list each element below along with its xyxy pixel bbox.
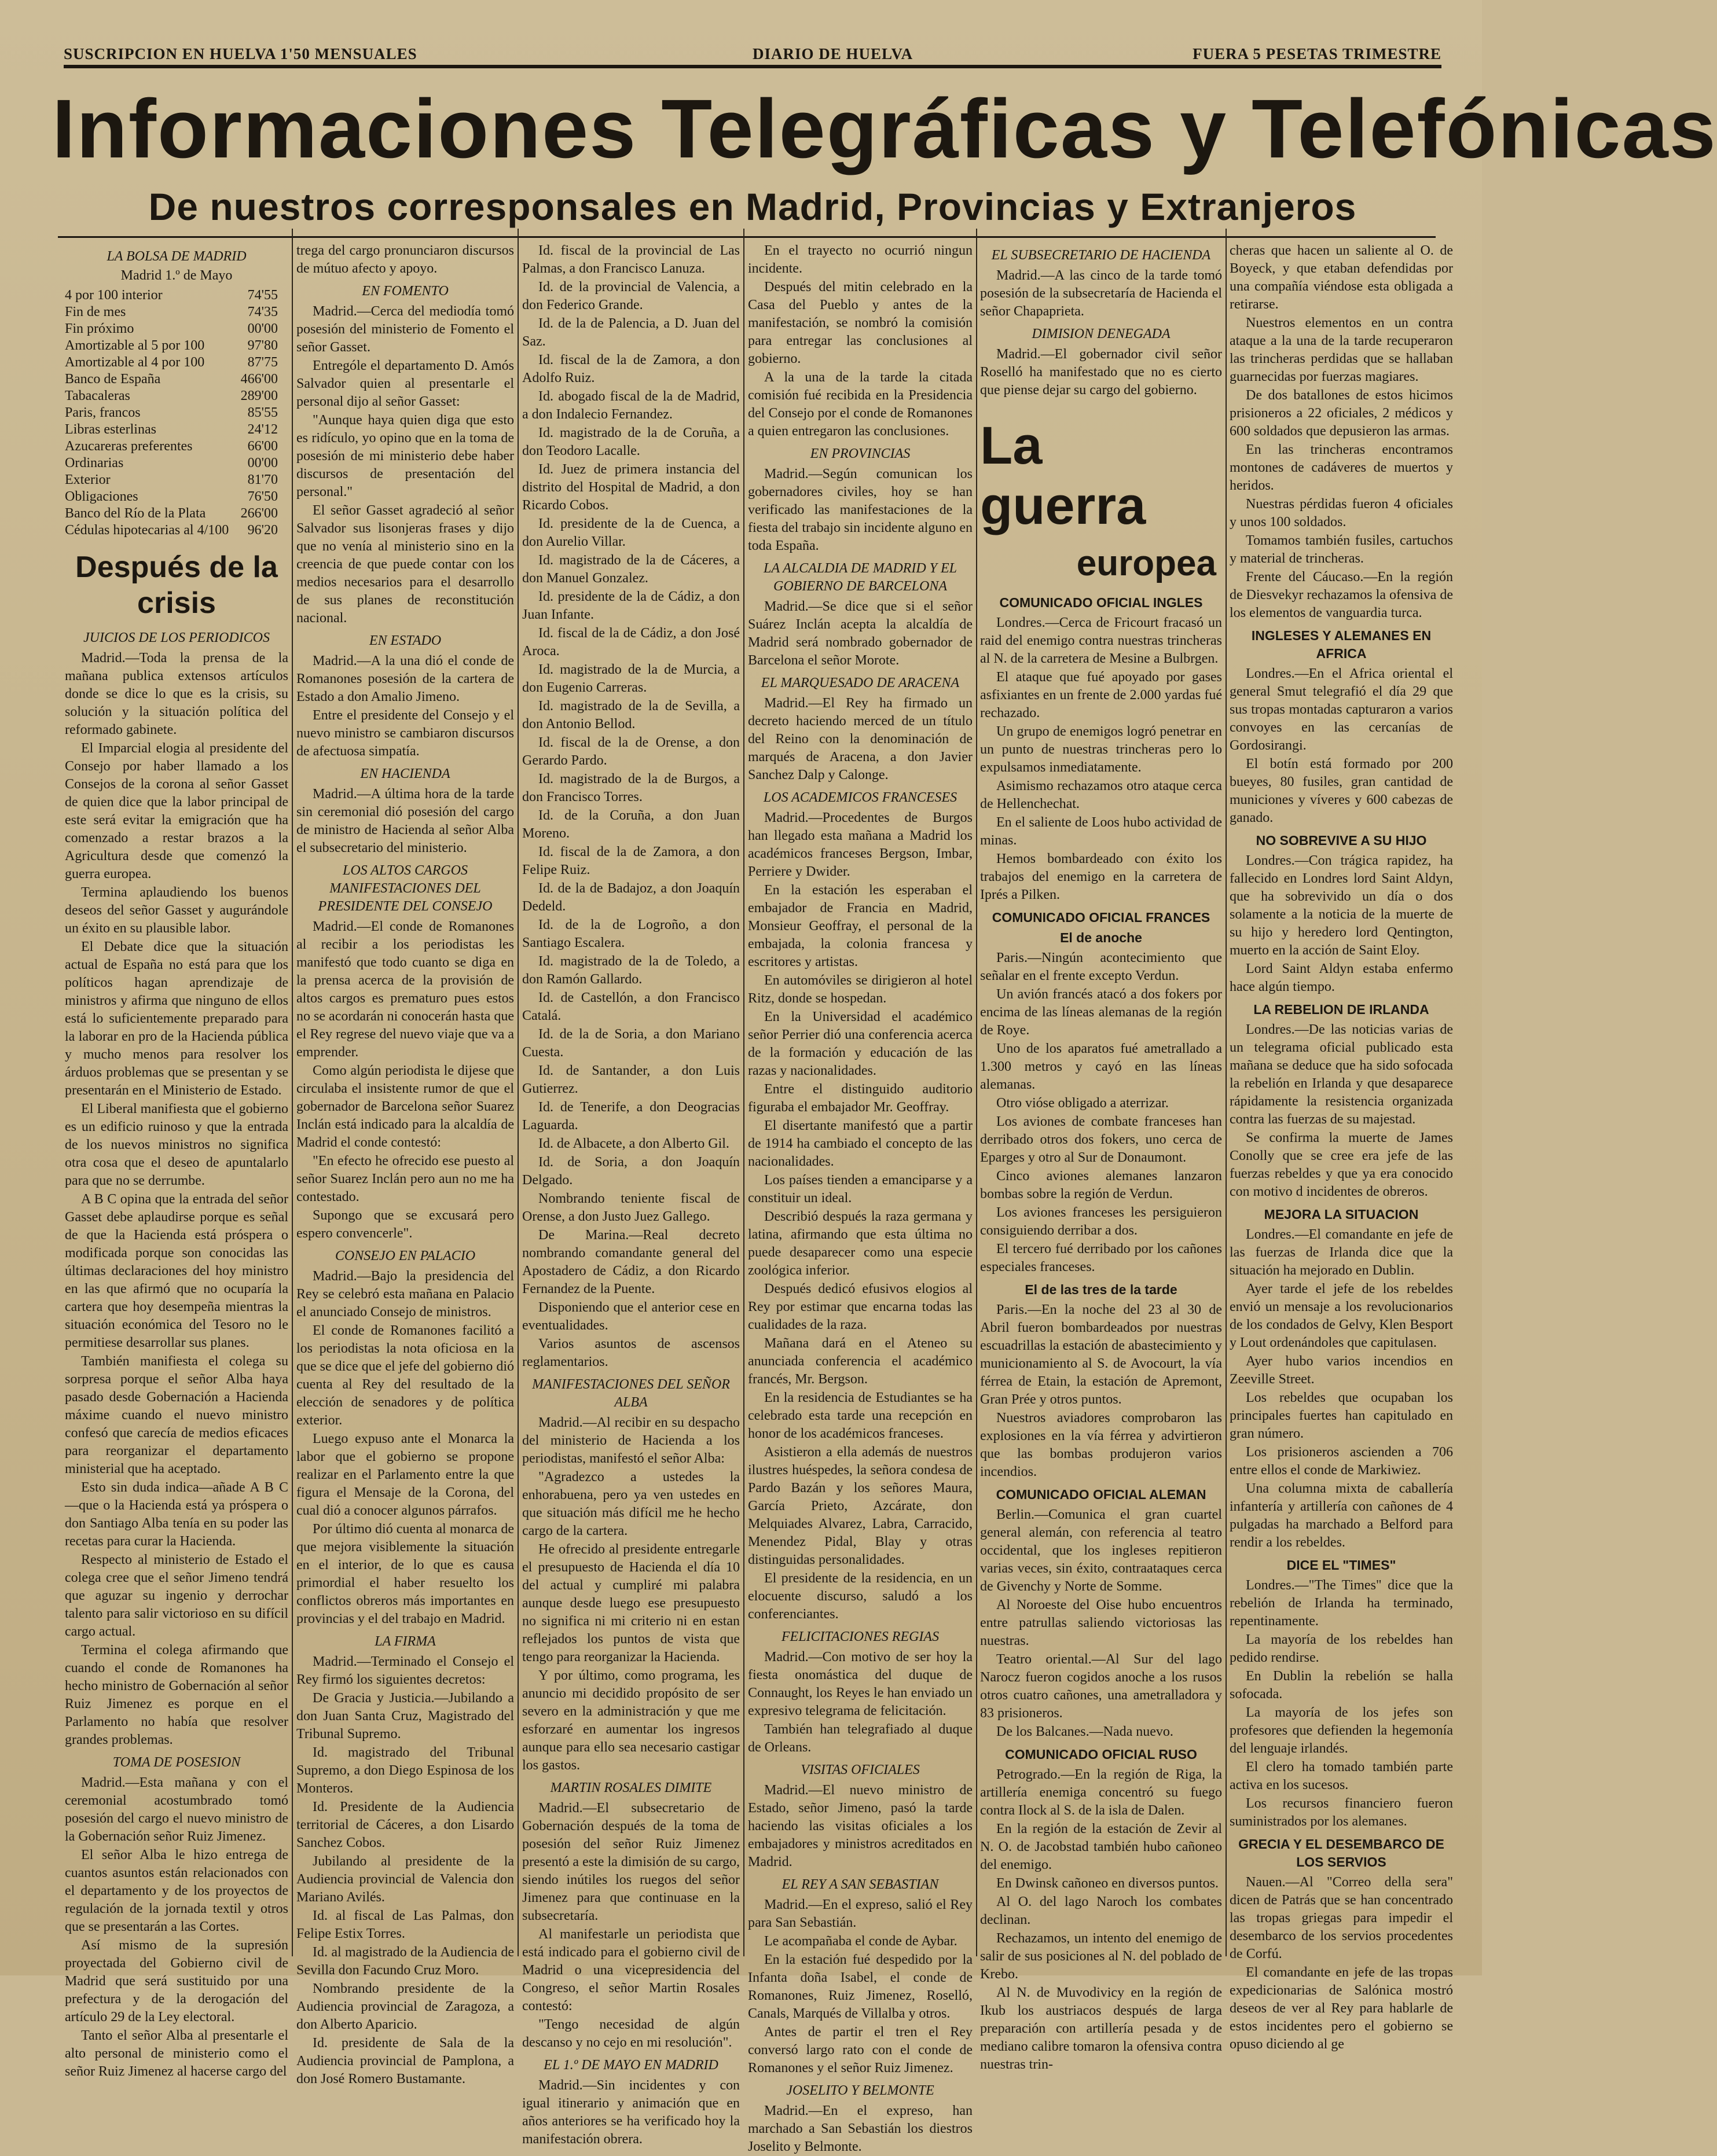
bolsa-name: Amortizable al 4 por 100 <box>65 355 205 370</box>
paragraph: Id. Juez de primera instancia del distrito del Hospital de Madrid, a don Ricardo Cobos. <box>522 462 740 513</box>
newspaper-name: DIARIO DE HUELVA <box>753 45 913 63</box>
section-heading: EL REY A SAN SEBASTIAN <box>782 1877 939 1892</box>
paragraph: Madrid.—Cerca del mediodía tomó posesión del ministerio de Fomento el señor Gasset. <box>296 304 514 355</box>
section-heading: LA ALCALDIA DE MADRID Y EL GOBIERNO DE BARCELONA <box>763 561 957 594</box>
paragraph: En la Universidad el académico señor Perrier dió una conferencia acerca de la formación y educación de las razas y nacionalidades. <box>748 1009 973 1078</box>
paragraph: Entre el presidente del Consejo y el nuevo ministro se cambiaron discursos de afectuosa simpatía. <box>296 708 514 759</box>
bold-heading: COMUNICADO OFICIAL FRANCES <box>992 910 1210 925</box>
bolsa-name: Amortizable al 5 por 100 <box>65 338 205 353</box>
paragraph: Nombrando presidente de la Audiencia provincial de Zaragoza, a don Alberto Aparicio. <box>296 1981 514 2032</box>
paragraph: Ayer tarde el jefe de los rebeldes envió un mensaje a los revolucionarios de los condados de Gelvy, Klen Besport y Lout ordenándoles que capitulasen. <box>1230 1281 1453 1350</box>
column-rule <box>292 229 293 1956</box>
paragraph: Y por último, como programa, les anuncio mi decidido propósito de ser severo en la administración y que me esforzaré en aumentar los ingresos aunque para ello sea necesario castigar los gastos. <box>522 1668 740 1773</box>
paragraph: Madrid.—El gobernador civil señor Roselló ha manifestado que no es cierto que piense dejar su cargo del gobierno. <box>980 347 1222 398</box>
paragraph: Madrid.—A última hora de la tarde sin ceremonial dió posesión del cargo de ministro de Hacienda al señor Alba el subsecretario del ministerio. <box>296 787 514 855</box>
paragraph: Un grupo de enemigos logró penetrar en un punto de nuestras trincheras pero lo expulsamos inmediatamente. <box>980 724 1222 775</box>
paragraph: Varios asuntos de ascensos reglamentarios. <box>522 1336 740 1369</box>
paragraph: Esto sin duda indica—añade A B C—que o la Hacienda está ya próspera o don Santiago Alba tenía en su poder las recetas para curar la Hacienda. <box>65 1480 288 1549</box>
section-heading: LOS ALTOS CARGOS MANIFESTACIONES DEL PRESIDENTE DEL CONSEJO <box>318 863 493 914</box>
bolsa-row <box>65 472 288 489</box>
paragraph: Londres.—Con trágica rapidez, ha fallecido en Londres lord Saint Aldyn, que ha sobrevivido un día o dos solamente a la noticia de la muerte de su hijo y heredero lord Qentington, muerto en la acción de Saint Eloy. <box>1230 853 1453 958</box>
column-1 <box>65 242 288 2079</box>
bolsa-row <box>65 321 288 337</box>
bolsa-row <box>65 421 288 438</box>
bolsa-value: 76'50 <box>247 489 278 504</box>
bold-heading: NO SOBREVIVE A SU HIJO <box>1256 833 1427 848</box>
paragraph: Le acompañaba el conde de Aybar. <box>764 1934 957 1949</box>
bolsa-name: 4 por 100 interior <box>65 288 163 303</box>
paragraph: Paris.—En la noche del 23 al 30 de Abril fueron bombardeados por nuestras escuadrillas la estación de abastecimiento y municionamiento al S. de Avocourt, la vía férrea de Etain, la estación de Apremont, Gran Prée y otros puntos. <box>980 1302 1222 1407</box>
paragraph: Madrid.—Esta mañana y con el ceremonial acostumbrado tomó posesión del cargo el nuevo ministro de la Gobernación señor Ruiz Jimenez. <box>65 1775 288 1844</box>
paragraph: Entrególe el departamento D. Amós Salvador quien al presentarle el personal dijo al señor Gasset: <box>296 358 514 409</box>
paragraph: Id. presidente de la de Cuenca, a don Aurelio Villar. <box>522 516 740 549</box>
paragraph: A la una de la tarde la citada comisión fué recibida en la Presidencia del Consejo por el conde de Romanones a quien entregaron las conclusiones. <box>748 370 973 439</box>
paragraph: Supongo que se excusará pero espero convencerle". <box>296 1208 514 1241</box>
paragraph: Un avión francés atacó a dos fokers por encima de las líneas alemanas de la región de Roye. <box>980 987 1222 1038</box>
bold-subheading: El de anoche <box>1060 930 1142 945</box>
paragraph: Luego expuso ante el Monarca la labor que el gobierno se propone realizar en el Parlamento entre la que figura el Mensaje de la Corona, del cual dió a conocer algunos párrafos. <box>296 1431 514 1518</box>
bolsa-row <box>65 489 288 505</box>
section-heading: JOSELITO Y BELMONTE <box>786 2083 934 2098</box>
war-headline-sub: europea <box>1076 543 1216 583</box>
column-rule <box>743 229 744 1956</box>
bolsa-name: Libras esterlinas <box>65 422 156 437</box>
paragraph: Madrid.—En el expreso, salió el Rey para San Sebastián. <box>748 1897 973 1930</box>
column-rule <box>976 229 977 1956</box>
bold-heading: GRECIA Y EL DESEMBARCO DE LOS SERVIOS <box>1238 1837 1444 1869</box>
paragraph: Termina el colega afirmando que cuando el conde de Romanones ha hecho ministro de Gobernación al señor Ruiz Jimenez es porque en el Parlamento no había que resolver grandes problemas. <box>65 1643 288 1747</box>
paragraph: Cinco aviones alemanes lanzaron bombas sobre la región de Verdun. <box>980 1169 1222 1202</box>
bold-heading: INGLESES Y ALEMANES EN AFRICA <box>1251 628 1432 661</box>
paragraph: De dos batallones de estos hicimos prisioneros a 22 oficiales, 2 médicos y 600 soldados que depusieron las armas. <box>1230 388 1453 439</box>
paragraph: Id. de la de Soria, a don Mariano Cuesta. <box>522 1027 740 1060</box>
bold-heading: COMUNICADO OFICIAL INGLES <box>999 595 1203 610</box>
paragraph: Id. de la provincial de Valencia, a don Federico Grande. <box>522 280 740 313</box>
paragraph: Id. magistrado de la de Coruña, a don Teodoro Lacalle. <box>522 425 740 458</box>
bolsa-value: 00'00 <box>247 456 278 471</box>
paragraph: Como algún periodista le dijese que circulaba el insistente rumor de que el gobernador de Barcelona señor Suarez Inclán está indicado para la alcaldía de Madrid el conde contestó: <box>296 1063 514 1150</box>
paragraph: Id. al magistrado de la Audiencia de Sevilla don Facundo Cruz Moro. <box>296 1945 514 1978</box>
paragraph: El Imparcial elogia al presidente del Consejo por haber llamado a los Consejos de la corona al señor Gasset de quien dice que la labor principal de este será evitar la emigración que ha comenzado a restar brazos a la Agricultura desde que comenzó la guerra europea. <box>65 741 288 882</box>
paragraph: En Dwinsk cañoneo en diversos puntos. <box>996 1876 1219 1891</box>
paragraph: Disponiendo que el anterior cese en eventualidades. <box>522 1300 740 1333</box>
paragraph: Id. magistrado del Tribunal Supremo, a don Diego Espinosa de los Monteros. <box>296 1745 514 1796</box>
paragraph: En la estación les esperaban el embajador de Francia en Madrid, Monsieur Geoffray, el personal de la embajada, la colonia francesa y escritores y artistas. <box>748 883 973 969</box>
paragraph: El ataque que fué apoyado por gases asfixiantes en un frente de 2.000 yardas fué rechazado. <box>980 670 1222 721</box>
column-rule <box>518 229 519 1956</box>
paragraph: La mayoría de los rebeldes han pedido rendirse. <box>1230 1632 1453 1665</box>
subscription-outside: FUERA 5 PESETAS TRIMESTRE <box>1193 45 1441 63</box>
paragraph: Id. fiscal de la de Zamora, a don Adolfo Ruiz. <box>522 352 740 385</box>
bolsa-value: 74'35 <box>247 304 278 319</box>
paragraph: Mañana dará en el Ateneo su anunciada conferencia el académico francés, Mr. Bergson. <box>748 1336 973 1387</box>
paragraph: Id. fiscal de la provincial de Las Palmas, a don Francisco Lanuza. <box>522 243 740 276</box>
bolsa-row <box>65 337 288 354</box>
paragraph: Id. de Santander, a don Luis Gutierrez. <box>522 1063 740 1096</box>
paragraph: Nuestros aviadores comprobaron las explosiones en la vía férrea y advirtieron que las bombas produjeron varios incendios. <box>980 1411 1222 1479</box>
paragraph: En la estación fué despedido por la Infanta doña Isabel, el conde de Romanones, Ruiz Jimenez, Roselló, Canals, Marqués de Villalba y otros. <box>748 1952 973 2021</box>
paragraph: De Marina.—Real decreto nombrando comandante general del Apostadero de Cádiz, a don Ricardo Fernandez de la Puente. <box>522 1228 740 1296</box>
section-heading: EN HACIENDA <box>360 766 450 781</box>
paragraph: Al Noroeste del Oise hubo encuentros entre patrullas saliendo victoriosas las nuestras. <box>980 1597 1222 1648</box>
paragraph: El señor Gasset agradeció al señor Salvador sus lisonjeras frases y dijo que no venía al ministerio sino en la creencia de que puede contar con los medios necesarios para el desarrollo de sus planes de reconstitución nacional. <box>296 503 514 626</box>
paragraph: En la región de la estación de Zevir al N. O. de Jacobstad también hubo cañoneo del enemigo. <box>980 1821 1222 1872</box>
paragraph: "Aunque haya quien diga que esto es ridículo, yo opino que en la toma de posesión de mi ministerio debe haber discursos de presentación del personal." <box>296 413 514 499</box>
paragraph: Los aviones de combate franceses han derribado otros dos fokers, uno cerca de Eparges y otro al Sur de Donaumont. <box>980 1114 1222 1165</box>
bolsa-name: Exterior <box>65 472 111 487</box>
page-banner: Informaciones Telegráficas y Telefónicas <box>52 82 1717 175</box>
section-heading: EN ESTADO <box>369 633 442 648</box>
paragraph: Asimismo rechazamos otro ataque cerca de Hellenchechat. <box>980 778 1222 811</box>
paragraph: Hemos bombardeado con éxito los trabajos del enemigo en la carretera de Iprés a Pilken. <box>980 851 1222 902</box>
section-heading: FELICITACIONES REGIAS <box>781 1629 940 1644</box>
paragraph: trega del cargo pronunciaron discursos de mútuo afecto y apoyo. <box>296 243 514 276</box>
paragraph: Nombrando teniente fiscal de Orense, a don Justo Juez Gallego. <box>522 1191 740 1224</box>
section-heading: LA FIRMA <box>375 1634 436 1649</box>
paragraph: Madrid.—A la una dió el conde de Romanones posesión de la cartera de Estado a don Amalio Jimeno. <box>296 653 514 704</box>
bold-heading: DICE EL "TIMES" <box>1286 1558 1396 1573</box>
bold-heading: LA REBELION DE IRLANDA <box>1253 1002 1429 1017</box>
paragraph: En las trincheras encontramos montones de cadáveres de muertos y heridos. <box>1230 442 1453 493</box>
bolsa-row <box>65 522 288 539</box>
paragraph: Id. de la de Logroño, a don Santiago Escalera. <box>522 917 740 950</box>
paragraph: Madrid.—Terminado el Consejo el Rey firmó los siguientes decretos: <box>296 1654 514 1687</box>
paragraph: Petrogrado.—En la región de Riga, la artillería enemiga concentró su fuego contra Ilock al S. de la isla de Dalen. <box>980 1767 1222 1818</box>
paragraph: Londres.—De las noticias varias de un telegrama oficial publicado esta mañana se deduce que ha sido sofocada la rebelión en Irlanda y que desaparece rápidamente la resistencia organizada contra las fuerzas de su majestad. <box>1230 1022 1453 1127</box>
bolsa-row <box>65 354 288 371</box>
section-heading: EL SUBSECRETARIO DE HACIENDA <box>991 248 1211 263</box>
bolsa-row <box>65 388 288 405</box>
bolsa-name: Banco del Río de la Plata <box>65 506 206 521</box>
crisis-headline: Después de la crisis <box>75 550 278 620</box>
paragraph: También han telegrafiado al duque de Orleans. <box>748 1722 973 1755</box>
paragraph: Al N. de Muvodivicy en la región de Ikub los austriacos después de larga preparación con artillería pesada y de mediano calibre tomaron la ofensiva contra nuestras trin- <box>980 1985 1222 2072</box>
paragraph: Frente del Cáucaso.—En la región de Diesvekyr rechazamos la ofensiva de los elementos de vanguardia turca. <box>1230 570 1453 620</box>
paragraph: Id. de Tenerife, a don Deogracias Laguarda. <box>522 1100 740 1133</box>
section-heading: EL 1.º DE MAYO EN MADRID <box>544 2058 718 2073</box>
bolsa-name: Tabacaleras <box>65 388 130 403</box>
paragraph: El conde de Romanones facilitó a los periodistas la nota oficiosa en la que se dice que el jefe del gobierno dió cuenta al Rey del resultado de la elección de senadores y de política exterior. <box>296 1323 514 1428</box>
paragraph: Nauen.—Al "Correo della sera" dicen de Patrás que se han concentrado las tropas griegas para impedir el desembarco de los servios procedentes de Corfú. <box>1230 1875 1453 1962</box>
paragraph: El botín está formado por 200 bueyes, 80 fusiles, gran cantidad de municiones y víveres y 600 cabezas de ganado. <box>1230 756 1453 825</box>
paragraph: "Agradezco a ustedes la enhorabuena, pero ya ven ustedes en que situación más difícil me he hecho cargo de la cartera. <box>522 1470 740 1538</box>
bolsa-row <box>65 438 288 455</box>
paragraph: Madrid.—Se dice que si el señor Suárez Inclán acepta la alcaldía de Madrid será nombrado gobernador de Barcelona el señor Morote. <box>748 599 973 668</box>
paragraph: Madrid.—El nuevo ministro de Estado, señor Jimeno, pasó la tarde haciendo las visitas oficiales a los embajadores y ministros acreditados en Madrid. <box>748 1783 973 1869</box>
bolsa-value: 85'55 <box>247 405 278 420</box>
paragraph: Madrid.—A las cinco de la tarde tomó posesión de la subsecretaría de Hacienda el señor Chapaprieta. <box>980 268 1222 319</box>
bold-heading: COMUNICADO OFICIAL ALEMAN <box>996 1487 1206 1502</box>
war-headline: La guerra <box>980 416 1146 535</box>
bold-heading: COMUNICADO OFICIAL RUSO <box>1005 1747 1197 1762</box>
bolsa-value: 00'00 <box>247 321 278 336</box>
section-heading: VISITAS OFICIALES <box>801 1762 920 1777</box>
subscription-local: SUSCRIPCION EN HUELVA 1'50 MENSUALES <box>64 45 417 63</box>
paragraph: Londres.—El comandante en jefe de las fuerzas de Irlanda dice que la situación ha mejorado en Dublin. <box>1230 1227 1453 1278</box>
bolsa-value: 87'75 <box>247 355 278 370</box>
paragraph: "En efecto he ofrecido ese puesto al señor Suarez Inclán pero aun no me ha contestado. <box>296 1154 514 1204</box>
paragraph: Uno de los aparatos fué ametrallado a 1.300 metros y cayó en las líneas alemanas. <box>980 1041 1222 1092</box>
bolsa-row <box>65 304 288 321</box>
column-2 <box>296 242 514 2087</box>
paragraph: Id. de la de Palencia, a D. Juan del Saz. <box>522 316 740 349</box>
section-heading: JUICIOS DE LOS PERIODICOS <box>83 630 270 645</box>
paragraph: El Liberal manifiesta que el gobierno es un edificio ruinoso y que la entrada de los nuevos ministros no significa otra cosa que el deseo de apuntalarlo para que no se derrumbe. <box>65 1101 288 1188</box>
paragraph: Id. magistrado de la de Toledo, a don Ramón Gallardo. <box>522 954 740 987</box>
bolsa-row <box>65 287 288 304</box>
paragraph: El clero ha tomado también parte activa en los sucesos. <box>1230 1760 1453 1793</box>
paragraph: Id. de la Coruña, a don Juan Moreno. <box>522 808 740 841</box>
section-heading: CONSEJO EN PALACIO <box>335 1248 476 1264</box>
bolsa-row <box>65 371 288 388</box>
paragraph: De los Balcanes.—Nada nuevo. <box>996 1724 1173 1739</box>
bolsa-value: 466'00 <box>240 372 278 387</box>
paragraph: Los países tienden a emanciparse y a constituir un ideal. <box>748 1173 973 1206</box>
paragraph: Una columna mixta de caballería infantería y artillería con cañones de 4 pulgadas ha marchado a Belford para rendir a los rebeldes. <box>1230 1481 1453 1550</box>
paragraph: cheras que hacen un saliente al O. de Boyeck, y que etaban defendidas por una compañía viéndose esta obligada a retirarse. <box>1230 243 1453 312</box>
paragraph: Jubilando al presidente de la Audiencia provincial de Valencia don Mariano Avilés. <box>296 1854 514 1905</box>
section-heading: TOMA DE POSESION <box>112 1755 241 1770</box>
paragraph: En el saliente de Loos hubo actividad de minas. <box>980 815 1222 848</box>
subbanner-rule <box>58 236 1436 238</box>
paragraph: En la residencia de Estudiantes se ha celebrado esta tarde una recepción en honor de los académicos franceses. <box>748 1390 973 1441</box>
paragraph: Id. fiscal de la de Cádiz, a don José Aroca. <box>522 626 740 659</box>
paragraph: Id. magistrado de la de Murcia, a don Eugenio Carreras. <box>522 662 740 695</box>
paragraph: En el trayecto no ocurrió ningun incidente. <box>748 243 973 276</box>
bolsa-value: 74'55 <box>247 288 278 303</box>
paragraph: Madrid.—Según comunican los gobernadores civiles, hoy se han verificado las manifestaciones de la fiesta del trabajo sin incidente alguno en toda España. <box>748 467 973 553</box>
bolsa-name: Fin de mes <box>65 304 126 319</box>
paragraph: Id. fiscal de la de Orense, a don Gerardo Pardo. <box>522 735 740 768</box>
bolsa-value: 266'00 <box>240 506 278 521</box>
bolsa-value: 289'00 <box>240 388 278 403</box>
paragraph: Id. magistrado de la de Cáceres, a don Manuel Gonzalez. <box>522 553 740 586</box>
paragraph: Teatro oriental.—Al Sur del lago Narocz fueron cogidos anoche a los rusos otros cuatro cañones, una ametralladora y 83 prisioneros. <box>980 1652 1222 1721</box>
paragraph: Al O. del lago Naroch los combates declinan. <box>980 1894 1222 1927</box>
bolsa-name: Obligaciones <box>65 489 138 504</box>
paragraph: El tercero fué derribado por los cañones especiales franceses. <box>980 1242 1222 1274</box>
bolsa-name: Azucareras preferentes <box>65 439 193 454</box>
paragraph: Londres.—Cerca de Fricourt fracasó un raid del enemigo contra nuestras trincheras al N. de la carretera de Mesine a Bulbrgen. <box>980 615 1222 666</box>
paragraph: Id. Presidente de la Audiencia territorial de Cáceres, a don Lisardo Sanchez Cobos. <box>296 1799 514 1850</box>
paragraph: Madrid.—Sin incidentes y con igual itinerario y animación que en años anteriores se ha verificado hoy la manifestación obrera. <box>522 2078 740 2147</box>
paragraph: Rechazamos, un intento del enemigo de salir de sus posiciones al N. del poblado de Krebo. <box>980 1931 1222 1982</box>
paragraph: La mayoría de los jefes son profesores que defienden la hegemonía del lenguaje irlandés. <box>1230 1705 1453 1756</box>
paragraph: Madrid.—El subsecretario de Gobernación después de la toma de posesión del señor Ruiz Jimenez presentó a este la dimisión de su cargo, siendo inútiles los ruegos del señor Jimenez para que continuase en la subsecretaría. <box>522 1801 740 1923</box>
paragraph: Berlin.—Comunica el gran cuartel general alemán, con referencia al teatro occidental, que los ingleses repitieron varias veces, sin éxito, contraataques cerca de Givenchy y Norte de Somme. <box>980 1507 1222 1594</box>
paragraph: El señor Alba le hizo entrega de cuantos asuntos están relacionados con el departamento y de los proyectos de regulación de la jornada textil y otros que se presentarán a las Cortes. <box>65 1848 288 1934</box>
bolsa-title: LA BOLSA DE MADRID <box>107 249 247 264</box>
paragraph: Id. magistrado de la de Burgos, a don Francisco Torres. <box>522 772 740 805</box>
section-heading: EN FOMENTO <box>362 284 449 299</box>
bolsa-row <box>65 455 288 472</box>
paragraph: El presidente de la residencia, en un elocuente discurso, saludó a los conferenciantes. <box>748 1571 973 1622</box>
paragraph: Los recursos financiero fueron suministrados por los alemanes. <box>1230 1796 1453 1829</box>
paragraph: Por último dió cuenta al monarca de que mejora visiblemente la situación en el interior, de lo que es causa primordial el haber resuelto los conflictos obreros más importantes en provincias y el del trabajo en Madrid. <box>296 1522 514 1626</box>
paragraph: Londres.—"The Times" dice que la rebelión de Irlanda ha terminado, repentinamente. <box>1230 1578 1453 1629</box>
bolsa-value: 24'12 <box>247 422 278 437</box>
paragraph: Madrid.—El Rey ha firmado un decreto haciendo merced de un título del Reino con la denominación de marqués de Aracena, a don Javier Sanchez Dalp y Calonge. <box>748 696 973 783</box>
bold-heading: MEJORA LA SITUACION <box>1264 1207 1419 1222</box>
paragraph: Madrid.—El conde de Romanones al recibir a los periodistas les manifestó que todo cuanto se diga en la prensa acerca de la provisión de altos cargos es prematuro pues estos no se acordarán ni conocerán hasta que el Rey regrese del nuevo viaje que va a emprender. <box>296 919 514 1060</box>
section-heading: LOS ACADEMICOS FRANCESES <box>763 790 957 805</box>
bolsa-row <box>65 405 288 421</box>
column-4 <box>748 242 973 2154</box>
paragraph: Otro vióse obligado a aterrizar. <box>996 1096 1169 1111</box>
paragraph: Paris.—Ningún acontecimiento que señalar en el frente excepto Verdun. <box>980 950 1222 983</box>
paragraph: "Tengo necesidad de algún descanso y no cejo en mi resolución". <box>522 2017 740 2050</box>
paragraph: Id. abogado fiscal de la de Madrid, a don Indalecio Fernandez. <box>522 389 740 422</box>
paragraph: Lord Saint Aldyn estaba enfermo hace algún tiempo. <box>1230 961 1453 994</box>
bolsa-value: 66'00 <box>247 439 278 454</box>
bolsa-row <box>65 505 288 522</box>
bolsa-table <box>65 287 288 539</box>
paragraph: Asistieron a ella además de nuestros ilustres huéspedes, la señora condesa de Pardo Bazán y los señores Maura, García Prieto, Azcárate, don Melquiades Alvarez, Labra, Carracido, Menendez Pidal, Blay y otras distinguidas personalidades. <box>748 1445 973 1567</box>
paragraph: Después dedicó efusivos elogios al Rey por estimar que encarna todas las cualidades de la raza. <box>748 1281 973 1332</box>
paragraph: Londres.—En el Africa oriental el general Smut telegrafió el día 29 que sus tropas montadas capturaron a varios convoyes en las cercanías de Gordosirangi. <box>1230 666 1453 753</box>
section-heading: MARTIN ROSALES DIMITE <box>550 1780 712 1795</box>
bolsa-name: Ordinarias <box>65 456 124 471</box>
header-rule <box>64 65 1441 68</box>
paragraph: Id. de la de Badajoz, a don Joaquín Dedeld. <box>522 881 740 914</box>
paragraph: Madrid.—Al recibir en su despacho del ministerio de Hacienda a los periodistas, manifestó el señor Alba: <box>522 1415 740 1466</box>
paragraph: En automóviles se dirigieron al hotel Ritz, donde se hospedan. <box>748 973 973 1006</box>
paragraph: Así mismo de la supresión proyectada del Gobierno civil de Madrid que será sustituido por una prefectura y de la derogación del artículo 29 de la Ley electoral. <box>65 1938 288 2025</box>
bolsa-date: Madrid 1.º de Mayo <box>120 268 233 283</box>
paragraph: Tomamos también fusiles, cartuchos y material de trincheras. <box>1230 533 1453 566</box>
paragraph: Antes de partir el tren el Rey conversó largo rato con el conde de Romanones y el señor Ruiz Jimenez. <box>748 2025 973 2076</box>
paragraph: También manifiesta el colega su sorpresa porque el señor Alba haya pasado desde Gobernación a Hacienda máxime cuando el nuevo ministro confesó que carecía de medios eficaces para reorganizar el departamento ministerial que ha aceptado. <box>65 1354 288 1476</box>
paragraph: Id. de Soria, a don Joaquín Delgado. <box>522 1155 740 1188</box>
page-subbanner: De nuestros corresponsales en Madrid, Provincias y Extranjeros <box>148 185 1357 228</box>
column-6 <box>1230 242 1453 2052</box>
paragraph: Termina aplaudiendo los buenos deseos del señor Gasset y augurándole un éxito en su plausible labor. <box>65 885 288 936</box>
paragraph: De Gracia y Justicia.—Jubilando a don Juan Santa Cruz, Magistrado del Tribunal Supremo. <box>296 1691 514 1742</box>
paragraph: Después del mitin celebrado en la Casa del Pueblo y antes de la manifestación, se nombró la comisión para entregar las conclusiones al gobierno. <box>748 280 973 366</box>
bolsa-name: Banco de España <box>65 372 161 387</box>
section-heading: MANIFESTACIONES DEL SEÑOR ALBA <box>532 1377 730 1410</box>
paragraph: Id. de Albacete, a don Alberto Gil. <box>538 1136 729 1151</box>
paragraph: Al manifestarle un periodista que está indicado para el gobierno civil de Madrid o una vicepresidencia del Congreso, el señor Martin Rosales contestó: <box>522 1927 740 2014</box>
paragraph: Madrid.—Bajo la presidencia del Rey se celebró esta mañana en Palacio el anunciado Consejo de ministros. <box>296 1269 514 1320</box>
paragraph: Tanto el señor Alba al presentarle el alto personal de ministerio como el señor Ruiz Jimenez al hacerse cargo del <box>65 2028 288 2079</box>
paragraph: En Dublin la rebelión se halla sofocada. <box>1230 1669 1453 1702</box>
bolsa-value: 96'20 <box>247 523 278 538</box>
column-5 <box>980 242 1222 2072</box>
paragraph: Los prisioneros ascienden a 706 entre ellos el conde de Markiwiez. <box>1230 1445 1453 1478</box>
paragraph: Respecto al ministerio de Estado el colega cree que el señor Jimeno tendrá que aguzar su ingenio y derrochar talento para salir victorioso en su difícil cargo actual. <box>65 1552 288 1639</box>
paragraph: Id. magistrado de la de Sevilla, a don Antonio Bellod. <box>522 699 740 732</box>
paragraph: Id. fiscal de la de Zamora, a don Felipe Ruiz. <box>522 844 740 877</box>
bolsa-name: Cédulas hipotecarias al 4/100 <box>65 523 229 538</box>
paragraph: Madrid.—En el expreso, han marchado a San Sebastián los diestros Joselito y Belmonte. <box>748 2103 973 2154</box>
paragraph: Ayer hubo varios incendios en Zeeville Street. <box>1230 1354 1453 1387</box>
paragraph: Id. de Castellón, a don Francisco Catalá. <box>522 990 740 1023</box>
section-heading: EN PROVINCIAS <box>810 446 911 461</box>
paragraph: Madrid.—Toda la prensa de la mañana publica extensos artículos donde se dice lo que es la crisis, su solución y la situación política del reformado gabinete. <box>65 651 288 737</box>
paragraph: Madrid.—Con motivo de ser hoy la fiesta onomástica del duque de Connaught, los Reyes le han enviado un expresivo telegrama de felicitación. <box>748 1650 973 1718</box>
paragraph: A B C opina que la entrada del señor Gasset debe aplaudirse porque es señal de que la Hacienda está próspera o modificada porque son conocidas las últimas declaraciones del hoy ministro en las que afirmó que no ocuparía la cartera que hoy desempeña mientras la situación económica del Tesoro no le permitiese desarrollar sus planes. <box>65 1192 288 1350</box>
bolsa-value: 81'70 <box>247 472 278 487</box>
paragraph: Entre el distinguido auditorio figuraba el embajador Mr. Geoffray. <box>748 1082 973 1115</box>
bold-subheading: El de las tres de la tarde <box>1025 1282 1177 1297</box>
column-3 <box>522 242 740 2147</box>
paragraph: Los aviones franceses les persiguieron consiguiendo derribar a dos. <box>980 1205 1222 1238</box>
paragraph: El disertante manifestó que a partir de 1914 ha cambiado el concepto de las nacionalidades. <box>748 1118 973 1169</box>
paragraph: Id. presidente de la de Cádiz, a don Juan Infante. <box>522 589 740 622</box>
paragraph: Id. presidente de Sala de la Audiencia provincial de Pamplona, a don José Romero Bustamante. <box>296 2036 514 2087</box>
paragraph: Describió después la raza germana y latina, afirmando que esta última no puede desaparecer como una especie zoológica inferior. <box>748 1209 973 1278</box>
paragraph: Nuestros elementos en un contra ataque a la una de la tarde recuperaron las trincheras perdidas que se hallaban guarnecidas por fuerzas magiares. <box>1230 315 1453 384</box>
paragraph: Madrid.—Procedentes de Burgos han llegado esta mañana a Madrid los académicos franceses Bergson, Imbar, Perriere y Dwider. <box>748 810 973 879</box>
section-heading: DIMISION DENEGADA <box>1032 326 1171 341</box>
section-heading: EL MARQUESADO DE ARACENA <box>761 675 960 690</box>
bolsa-value: 97'80 <box>247 338 278 353</box>
paragraph: Los rebeldes que ocupaban los principales fuertes han capitulado en gran número. <box>1230 1390 1453 1441</box>
paragraph: Se confirma la muerte de James Conolly que se cree era jefe de las fuerzas rebeldes y que ya era conocido con motivo d incidentes de obreros. <box>1230 1130 1453 1199</box>
paragraph: El Debate dice que la situación actual de España no está para que los políticos hagan aprendizaje de ministros y afirma que ninguno de ellos está lo suficientemente preparado para la laborar en pro de la Hacienda pública y mucho menos para resolver los árduos problemas que se presentan y se presentarán en el Ministerio de Estado. <box>65 939 288 1098</box>
paragraph: Nuestras pérdidas fueron 4 oficiales y unos 100 soldados. <box>1230 497 1453 530</box>
paragraph: He ofrecido al presidente entregarle el presupuesto de Hacienda el día 10 del actual y cumpliré mi palabra aunque desde luego ese presupuesto no significa ni mi criterio ni en estan reflejados los puntos de vista que tengo para reorganizar la Hacienda. <box>522 1542 740 1665</box>
paragraph: El comandante en jefe de las tropas expedicionarias de Salónica mostró deseos de ver al Rey para hablarle de estos incidentes pero el gobierno se opuso diciendo al ge <box>1230 1965 1453 2052</box>
bolsa-name: Paris, francos <box>65 405 141 420</box>
paragraph: Id. al fiscal de Las Palmas, don Felipe Estix Torres. <box>296 1908 514 1941</box>
bolsa-name: Fin próximo <box>65 321 134 336</box>
column-rule <box>1226 229 1227 1956</box>
